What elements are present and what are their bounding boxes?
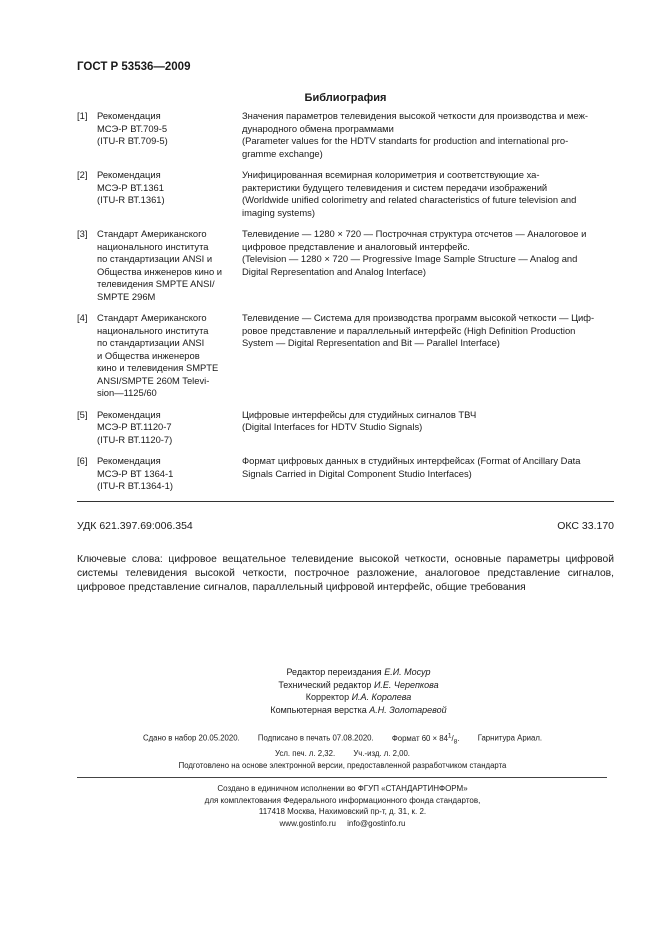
document-code: ГОСТ Р 53536—2009 <box>77 61 191 73</box>
email-link[interactable]: info@gostinfo.ru <box>347 818 406 828</box>
divider <box>77 501 614 502</box>
bibliography-description: Формат цифровых данных в студийных интерфейсах (Format of Ancillary Data Signals Carried in Digital Component Studio Interfaces) <box>242 455 581 479</box>
publisher-address: 117418 Москва, Нахимовский пр-т, д. 31, к. 2. <box>258 807 427 816</box>
bibliography-item <box>77 455 617 493</box>
print-note: Подготовлено на основе электронной версии, предоставленной разработчиком стандарта <box>178 761 507 771</box>
credit-name: И.Е. Черепкова <box>373 679 439 690</box>
bibliography-number: [6] <box>77 455 88 466</box>
signed-for-print: Подписано в печать 07.08.2020. <box>257 733 374 743</box>
credits-block <box>0 666 661 716</box>
divider <box>77 777 607 778</box>
bibliography-description: Телевидение — 1280 × 720 — Построчная структура отсчетов — Аналоговое и цифровое представление и аналоговый интерфейс. (Television — 1280 × 720 — Progressive Image Sample Structure — Analog and Digital Representation and Analog Interface) <box>242 228 587 277</box>
bibliography-description: Телевидение — Система для производства программ высокой четкости — Циф- ровое представление и параллельный интерфейс (High Definition Production System — Digital Representation and Bit — Parallel Interface) <box>242 312 595 348</box>
bibliography-item <box>77 409 617 447</box>
print-info <box>0 730 661 772</box>
credit-layout <box>56 704 661 717</box>
sent-to-print: Сдано в набор 20.05.2020. <box>142 733 240 743</box>
oks-code: ОКС 33.170 <box>557 520 614 532</box>
website-link[interactable]: www.gostinfo.ru <box>279 818 336 828</box>
bibliography-source: Рекомендация МСЭ-Р ВТ.1120-7 (ITU-R ВТ.1120-7) <box>97 408 173 445</box>
paper-format: Формат $60 \times 84^1/_8$. <box>391 732 460 746</box>
bibliography-item <box>77 228 617 303</box>
bibliography-description: Значения параметров телевидения высокой четкости для производства и меж- дународного обмена программами (Parameter values for the HDTV standarts for production and international pro- gramme exchange) <box>242 110 588 159</box>
publisher-line: Создано в единичном исполнении во ФГУП «СТАНДАРТИНФОРМ» <box>217 784 468 793</box>
publisher-block <box>0 783 661 829</box>
bibliography-description: Цифровые интерфейсы для студийных сигналов ТВЧ (Digital Interfaces for HDTV Studio Signals) <box>242 408 477 432</box>
bibliography-number: [3] <box>77 228 88 239</box>
print-info-line <box>24 730 661 748</box>
print-info-line <box>24 748 661 760</box>
credit-label: Корректор <box>305 692 350 702</box>
credit-corrector <box>56 691 661 704</box>
credit-label: Компьютерная верстка <box>270 704 367 715</box>
bibliography-source: Рекомендация МСЭ-Р ВТ.709-5 (ITU-R ВТ.709-5) <box>97 110 168 146</box>
credit-label: Редактор переиздания <box>286 667 382 677</box>
udk-code: УДК 621.397.69:006.354 <box>77 520 193 532</box>
credit-name: А.Н. Золотаревой <box>369 704 447 715</box>
bibliography-number: [1] <box>77 110 88 121</box>
keywords: Ключевые слова: цифровое вещательное телевидение высокой четкости, основные параметры цифровой системы телевидения высокой четкости, построчное разложение, аналоговое представление сигналов, цифровое представление сигналов, параллельный цифровой интерфейс, общие требования <box>77 554 614 593</box>
bibliography-number: [5] <box>77 408 88 420</box>
credit-tech-editor <box>56 679 661 692</box>
bibliography-source: Рекомендация МСЭ-Р ВТ 1364-1 (ITU-R ВТ.1364-1) <box>97 455 174 491</box>
publisher-line: для комплектования Федерального информационного фонда стандартов, <box>204 795 481 805</box>
font-info: Гарнитура Ариал. <box>477 733 543 743</box>
bibliography-title: Библиография <box>304 92 387 104</box>
bibliography-item <box>77 169 617 219</box>
print-sheets: Усл. печ. л. 2,32. <box>275 749 336 759</box>
bibliography-number: [2] <box>77 169 88 180</box>
bibliography-number: [4] <box>77 312 88 323</box>
bibliography-source: Стандарт Американского национального института по стандартизации ANSI и Общества инженеров кино и телевидения SMPTE ANSI/SMPTE 260M Televi- sion—1125/60 <box>97 312 219 398</box>
credit-name: Е.И. Мосур <box>384 667 431 677</box>
bibliography-description: Унифицированная всемирная колориметрия и соответствующие ха- рактеристики будущего телевидения и систем передачи изображений (Worldwide unified colorimetry and related characteristics of future television and imaging systems) <box>242 169 577 218</box>
bibliography-list <box>77 110 617 502</box>
edition-sheets: Уч.-изд. л. 2,00. <box>353 749 410 759</box>
bibliography-source: Рекомендация МСЭ-Р ВТ.1361 (ITU-R ВТ.1361) <box>97 169 165 205</box>
bibliography-source: Стандарт Американского национального института по стандартизации ANSI и Общества инженеров кино и телевидения SMPTE ANSI/ SMPTE 296М <box>97 228 223 302</box>
bibliography-item <box>77 110 617 160</box>
credit-editor <box>56 666 661 679</box>
credit-label: Технический редактор <box>278 679 372 690</box>
credit-name: И.А. Королева <box>351 692 412 702</box>
publisher-contacts <box>24 818 661 830</box>
bibliography-item <box>77 312 617 400</box>
